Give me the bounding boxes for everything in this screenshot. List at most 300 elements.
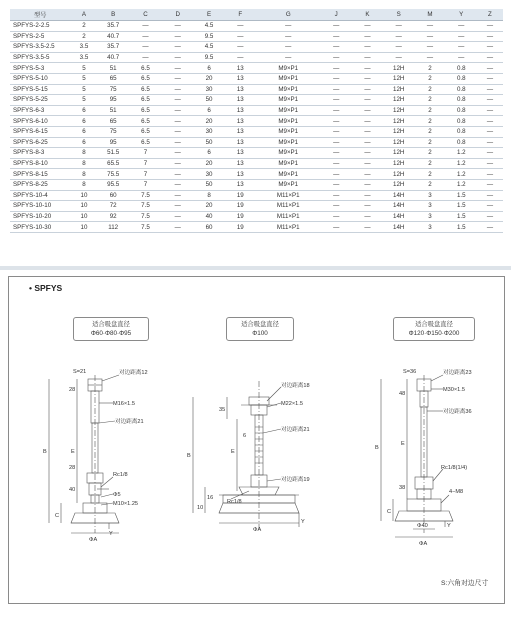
table-cell: 2 xyxy=(414,63,445,74)
label-dim: 28 xyxy=(69,465,76,471)
table-cell: 7.5 xyxy=(129,222,162,233)
drawing-panel xyxy=(8,276,505,604)
label-dim: 48 xyxy=(399,391,406,397)
table-cell: 7 xyxy=(129,158,162,169)
label-dim: 35 xyxy=(219,407,226,413)
table-cell: — xyxy=(321,137,352,148)
table-cell: — xyxy=(162,137,193,148)
model-cell: SPFYS-6-3 xyxy=(10,105,70,116)
model-cell: SPFYS-8-10 xyxy=(10,158,70,169)
label-m8: 4−M8 xyxy=(449,489,464,495)
table-row xyxy=(10,158,503,169)
table-body xyxy=(10,21,503,233)
label-rc: Rc1/8 xyxy=(113,472,128,478)
table-cell: — xyxy=(477,105,503,116)
table-cell: — xyxy=(129,21,162,32)
model-cell: SPFYS-2-5 xyxy=(10,31,70,42)
label-rc: Rc1/8 xyxy=(227,499,242,505)
table-cell: — xyxy=(321,105,352,116)
table-cell: 12H xyxy=(383,137,414,148)
table-cell: 2 xyxy=(70,21,97,32)
model-cell: SPFYS-5-15 xyxy=(10,84,70,95)
table-cell: 50 xyxy=(193,95,224,106)
section-divider xyxy=(0,266,511,270)
table-row xyxy=(10,116,503,127)
table-cell: 2 xyxy=(414,95,445,106)
model-cell: SPFYS-2-2.5 xyxy=(10,21,70,32)
table-cell: 5 xyxy=(70,95,97,106)
table-cell: 7.5 xyxy=(129,211,162,222)
table-cell: — xyxy=(321,158,352,169)
label-thread-bottom: M10×1.25 xyxy=(113,501,139,507)
table-cell: M9×P1 xyxy=(256,73,321,84)
table-cell: — xyxy=(321,190,352,201)
table-cell: — xyxy=(477,116,503,127)
table-cell: 13 xyxy=(225,148,256,159)
table-cell: — xyxy=(414,31,445,42)
table-cell: 6.5 xyxy=(129,116,162,127)
table-cell: 2 xyxy=(414,116,445,127)
table-cell: 6.5 xyxy=(129,137,162,148)
table-cell: — xyxy=(321,84,352,95)
table-cell: — xyxy=(162,116,193,127)
table-cell: — xyxy=(352,190,383,201)
table-cell: — xyxy=(162,222,193,233)
table-cell: 12H xyxy=(383,179,414,190)
table-cell: — xyxy=(162,73,193,84)
table-cell: 19 xyxy=(225,211,256,222)
table-cell: — xyxy=(352,84,383,95)
table-cell: — xyxy=(162,158,193,169)
table-cell: — xyxy=(446,52,477,63)
label-dim: B xyxy=(43,449,47,455)
table-cell: 92 xyxy=(98,211,129,222)
column-header: 型号 xyxy=(10,9,70,21)
table-cell: 2 xyxy=(414,73,445,84)
table-cell: 8 xyxy=(70,158,97,169)
model-cell: SPFYS-10-20 xyxy=(10,211,70,222)
model-cell: SPFYS-5-10 xyxy=(10,73,70,84)
table-cell: — xyxy=(352,21,383,32)
model-cell: SPFYS-10-10 xyxy=(10,201,70,212)
table-cell: 6.5 xyxy=(129,63,162,74)
table-cell: 35.7 xyxy=(98,42,129,53)
table-cell: 13 xyxy=(225,84,256,95)
table-cell: — xyxy=(162,169,193,180)
table-cell: 95 xyxy=(98,95,129,106)
table-row xyxy=(10,21,503,32)
table-cell: — xyxy=(162,148,193,159)
label-top-hex: 对边距离12 xyxy=(119,370,148,376)
label-phi5: Φ5 xyxy=(113,492,121,498)
panel-title: • SPFYS xyxy=(29,283,63,293)
table-row xyxy=(10,42,503,53)
table-cell: 72 xyxy=(98,201,129,212)
table-cell: 30 xyxy=(193,169,224,180)
label-mid-hex: 对边距离21 xyxy=(281,427,310,433)
table-row xyxy=(10,126,503,137)
table-cell: — xyxy=(477,84,503,95)
table-cell: — xyxy=(477,211,503,222)
table-cell: — xyxy=(352,222,383,233)
table-cell: — xyxy=(321,63,352,74)
table-row xyxy=(10,105,503,116)
table-cell: — xyxy=(352,126,383,137)
table-row xyxy=(10,148,503,159)
table-cell: 0.8 xyxy=(446,105,477,116)
table-cell: 12H xyxy=(383,63,414,74)
table-cell: — xyxy=(321,116,352,127)
column-header: Y xyxy=(446,9,477,21)
table-cell: — xyxy=(162,95,193,106)
table-cell: 2 xyxy=(414,179,445,190)
table-cell: 7 xyxy=(129,169,162,180)
table-cell: 65 xyxy=(98,116,129,127)
table-cell: 50 xyxy=(193,179,224,190)
table-row xyxy=(10,222,503,233)
column-header: Z xyxy=(477,9,503,21)
table-cell: 3 xyxy=(414,211,445,222)
column-header: G xyxy=(256,9,321,21)
table-cell: — xyxy=(352,95,383,106)
table-cell: 7 xyxy=(129,148,162,159)
label-thread: M16×1.5 xyxy=(113,401,135,407)
table-cell: 5 xyxy=(70,63,97,74)
table-cell: 12H xyxy=(383,169,414,180)
table-cell: 13 xyxy=(225,105,256,116)
table-cell: 14H xyxy=(383,201,414,212)
table-cell: 19 xyxy=(225,190,256,201)
spec-table xyxy=(10,9,503,233)
label-dim: B xyxy=(187,453,191,459)
table-cell: 12H xyxy=(383,84,414,95)
column-header: M xyxy=(414,9,445,21)
table-cell: — xyxy=(414,42,445,53)
table-cell: — xyxy=(256,52,321,63)
table-cell: — xyxy=(256,21,321,32)
table-cell: — xyxy=(383,52,414,63)
table-cell: — xyxy=(477,42,503,53)
table-cell: 7.5 xyxy=(129,190,162,201)
table-cell: 20 xyxy=(193,201,224,212)
table-cell: 6.5 xyxy=(129,126,162,137)
table-cell: — xyxy=(477,201,503,212)
table-cell: 3 xyxy=(414,222,445,233)
table-cell: 10 xyxy=(70,222,97,233)
column-header: S xyxy=(383,9,414,21)
table-cell: 6 xyxy=(70,126,97,137)
table-cell: 6 xyxy=(193,148,224,159)
table-cell: — xyxy=(352,201,383,212)
label-dim: Y xyxy=(447,523,451,529)
table-cell: M9×P1 xyxy=(256,95,321,106)
table-cell: 12H xyxy=(383,148,414,159)
spec-table-container xyxy=(10,9,503,233)
table-row xyxy=(10,63,503,74)
model-cell: SPFYS-5-25 xyxy=(10,95,70,106)
label-top-hex: 对边距离18 xyxy=(281,383,310,389)
table-cell: 10 xyxy=(70,190,97,201)
table-cell: 35.7 xyxy=(98,21,129,32)
hex-note: S:六角对边尺寸 xyxy=(441,580,489,587)
table-row xyxy=(10,190,503,201)
table-cell: 40 xyxy=(193,211,224,222)
table-cell: — xyxy=(414,52,445,63)
table-cell: 2 xyxy=(414,84,445,95)
table-cell: 3.5 xyxy=(70,52,97,63)
table-cell: 13 xyxy=(225,73,256,84)
table-cell: 2 xyxy=(414,137,445,148)
column-header: K xyxy=(352,9,383,21)
table-cell: — xyxy=(414,21,445,32)
table-row xyxy=(10,169,503,180)
table-row xyxy=(10,31,503,42)
table-cell: — xyxy=(321,211,352,222)
table-cell: M9×P1 xyxy=(256,158,321,169)
table-cell: 12H xyxy=(383,158,414,169)
table-cell: 30 xyxy=(193,84,224,95)
table-cell: — xyxy=(352,52,383,63)
table-cell: 12H xyxy=(383,126,414,137)
table-cell: 14H xyxy=(383,222,414,233)
table-cell: 65.5 xyxy=(98,158,129,169)
table-cell: — xyxy=(352,116,383,127)
table-cell: 8 xyxy=(70,179,97,190)
table-cell: — xyxy=(162,105,193,116)
table-cell: — xyxy=(352,158,383,169)
table-cell: — xyxy=(446,42,477,53)
table-cell: M9×P1 xyxy=(256,63,321,74)
table-cell: 4.5 xyxy=(193,42,224,53)
table-cell: 8 xyxy=(70,148,97,159)
table-cell: 20 xyxy=(193,158,224,169)
table-cell: 14H xyxy=(383,190,414,201)
table-cell: 0.8 xyxy=(446,126,477,137)
table-cell: M9×P1 xyxy=(256,126,321,137)
table-cell: 4.5 xyxy=(193,21,224,32)
table-cell: 13 xyxy=(225,158,256,169)
model-cell: SPFYS-3.5-2.5 xyxy=(10,42,70,53)
model-cell: SPFYS-6-25 xyxy=(10,137,70,148)
table-cell: — xyxy=(162,190,193,201)
table-cell: — xyxy=(162,179,193,190)
table-cell: 13 xyxy=(225,63,256,74)
model-cell: SPFYS-10-4 xyxy=(10,190,70,201)
label-dim: E xyxy=(71,449,75,455)
label-dim: B xyxy=(375,445,379,451)
table-cell: M11×P1 xyxy=(256,222,321,233)
model-cell: SPFYS-6-10 xyxy=(10,116,70,127)
table-cell: — xyxy=(477,95,503,106)
table-cell: — xyxy=(162,211,193,222)
table-cell: 13 xyxy=(225,116,256,127)
table-cell: M9×P1 xyxy=(256,179,321,190)
table-cell: 51.5 xyxy=(98,148,129,159)
table-cell: 1.5 xyxy=(446,211,477,222)
table-cell: 6 xyxy=(193,63,224,74)
table-cell: — xyxy=(129,42,162,53)
table-cell: M9×P1 xyxy=(256,137,321,148)
table-cell: 2 xyxy=(70,31,97,42)
caption-line: Φ60·Φ80·Φ95 xyxy=(90,330,132,337)
table-cell: 2 xyxy=(414,148,445,159)
table-cell: 6 xyxy=(70,137,97,148)
table-cell: 1.5 xyxy=(446,201,477,212)
table-cell: — xyxy=(477,63,503,74)
table-cell: 40.7 xyxy=(98,31,129,42)
table-cell: — xyxy=(477,73,503,84)
table-cell: 7.5 xyxy=(129,201,162,212)
model-cell: SPFYS-5-3 xyxy=(10,63,70,74)
table-cell: — xyxy=(446,21,477,32)
table-cell: 6 xyxy=(70,116,97,127)
table-cell: 60 xyxy=(193,222,224,233)
table-cell: 0.8 xyxy=(446,73,477,84)
table-cell: 51 xyxy=(98,105,129,116)
column-header: D xyxy=(162,9,193,21)
table-cell: — xyxy=(129,52,162,63)
label-dim: ΦA xyxy=(89,537,98,543)
table-cell: — xyxy=(352,31,383,42)
drawing-3 xyxy=(381,375,453,537)
table-cell: — xyxy=(321,179,352,190)
table-cell: — xyxy=(321,21,352,32)
table-cell: 40.7 xyxy=(98,52,129,63)
table-cell: — xyxy=(352,105,383,116)
table-cell: — xyxy=(477,169,503,180)
table-cell: 60 xyxy=(98,190,129,201)
table-cell: 10 xyxy=(70,201,97,212)
model-cell: SPFYS-6-15 xyxy=(10,126,70,137)
model-cell: SPFYS-10-30 xyxy=(10,222,70,233)
table-cell: 65 xyxy=(98,73,129,84)
column-header: F xyxy=(225,9,256,21)
table-cell: — xyxy=(321,201,352,212)
table-cell: — xyxy=(446,31,477,42)
model-cell: SPFYS-8-25 xyxy=(10,179,70,190)
table-cell: 20 xyxy=(193,73,224,84)
label-s: S=21 xyxy=(73,369,87,375)
table-cell: — xyxy=(321,148,352,159)
caption-line: 适合吸盘直径 xyxy=(415,321,453,328)
model-cell: SPFYS-8-3 xyxy=(10,148,70,159)
table-cell: M9×P1 xyxy=(256,84,321,95)
table-cell: 75 xyxy=(98,126,129,137)
label-dim: 38 xyxy=(399,485,406,491)
label-thread: M30×1.5 xyxy=(443,387,465,393)
table-cell: — xyxy=(477,179,503,190)
table-cell: 0.8 xyxy=(446,84,477,95)
table-cell: — xyxy=(352,73,383,84)
table-cell: — xyxy=(352,169,383,180)
table-cell: — xyxy=(321,169,352,180)
label-mid-hex: 对边距离36 xyxy=(443,409,472,415)
table-row xyxy=(10,179,503,190)
table-cell: 6 xyxy=(193,105,224,116)
table-cell: 19 xyxy=(225,201,256,212)
label-phi40: Φ40 xyxy=(417,523,428,529)
caption-line: Φ100 xyxy=(252,330,268,337)
table-cell: — xyxy=(477,158,503,169)
table-cell: 12H xyxy=(383,95,414,106)
table-cell: 2 xyxy=(414,169,445,180)
label-dim: 6 xyxy=(243,433,247,439)
table-cell: — xyxy=(321,52,352,63)
table-cell: — xyxy=(352,179,383,190)
table-cell: 13 xyxy=(225,126,256,137)
table-cell: M9×P1 xyxy=(256,148,321,159)
table-cell: — xyxy=(162,21,193,32)
table-cell: 13 xyxy=(225,169,256,180)
caption-line: 适合吸盘直径 xyxy=(92,321,130,328)
table-cell: 2 xyxy=(414,158,445,169)
label-top-hex: 对边距离23 xyxy=(443,370,472,376)
table-cell: 14H xyxy=(383,211,414,222)
table-cell: M11×P1 xyxy=(256,201,321,212)
label-dim: E xyxy=(401,441,405,447)
label-dim: C xyxy=(387,509,392,515)
table-cell: 12H xyxy=(383,116,414,127)
table-cell: — xyxy=(162,63,193,74)
table-cell: — xyxy=(477,190,503,201)
table-cell: 75.5 xyxy=(98,169,129,180)
table-cell: M9×P1 xyxy=(256,105,321,116)
table-cell: 5 xyxy=(70,73,97,84)
model-cell: SPFYS-8-15 xyxy=(10,169,70,180)
table-cell: 9.5 xyxy=(193,52,224,63)
table-cell: 0.8 xyxy=(446,95,477,106)
table-cell: — xyxy=(352,211,383,222)
table-cell: 2 xyxy=(414,126,445,137)
label-dim: 16 xyxy=(207,495,214,501)
table-cell: 3 xyxy=(414,201,445,212)
label-dim: ΦA xyxy=(253,527,262,533)
table-cell: — xyxy=(477,126,503,137)
column-header: A xyxy=(70,9,97,21)
technical-drawings xyxy=(9,277,504,603)
table-cell: 13 xyxy=(225,137,256,148)
table-cell: — xyxy=(321,42,352,53)
table-cell: — xyxy=(162,84,193,95)
table-cell: — xyxy=(225,42,256,53)
table-cell: 50 xyxy=(193,137,224,148)
caption-line: 适合吸盘直径 xyxy=(241,321,279,328)
label-dim: E xyxy=(231,449,235,455)
label-bottom-hex: 对边距离19 xyxy=(281,477,310,483)
column-header: C xyxy=(129,9,162,21)
table-cell: — xyxy=(352,148,383,159)
column-header: B xyxy=(98,9,129,21)
table-cell: — xyxy=(129,31,162,42)
label-dim: ΦA xyxy=(419,541,428,547)
table-cell: 1.2 xyxy=(446,158,477,169)
table-row xyxy=(10,201,503,212)
label-dim: 10 xyxy=(197,505,204,511)
label-dim: Y xyxy=(301,519,305,525)
table-cell: 8 xyxy=(193,190,224,201)
table-cell: 19 xyxy=(225,222,256,233)
table-row xyxy=(10,52,503,63)
label-s: S=36 xyxy=(403,369,417,375)
drawing-1 xyxy=(49,375,119,533)
table-cell: 6.5 xyxy=(129,105,162,116)
table-cell: — xyxy=(162,201,193,212)
table-row xyxy=(10,211,503,222)
table-cell: — xyxy=(162,52,193,63)
table-cell: 1.2 xyxy=(446,148,477,159)
table-cell: — xyxy=(383,31,414,42)
table-cell: 95.5 xyxy=(98,179,129,190)
